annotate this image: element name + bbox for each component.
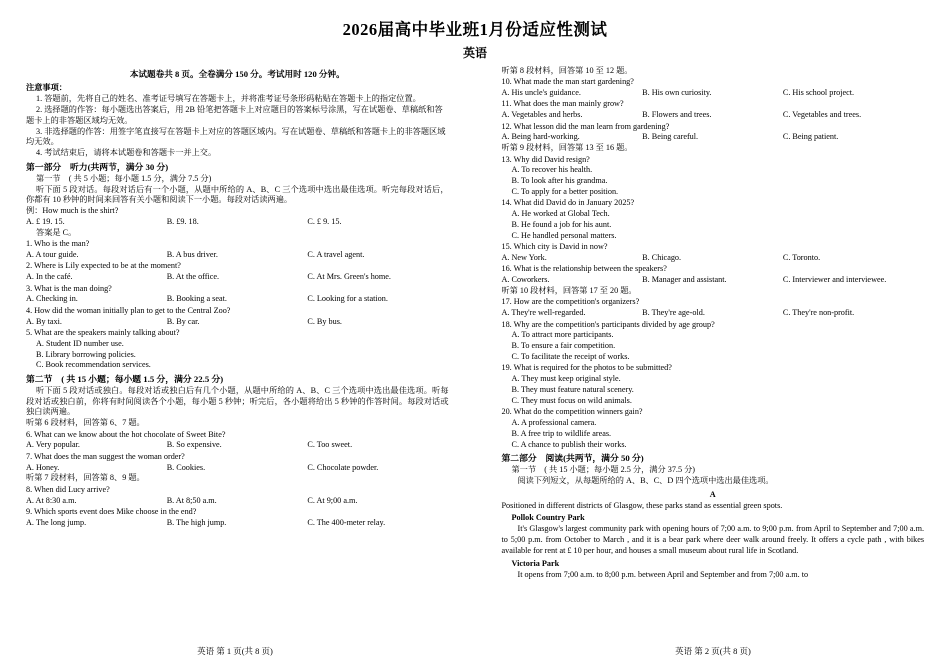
column-left [26,66,449,666]
option-b: B. Flowers and trees. [642,110,712,120]
option-b: B. At the office. [166,272,220,282]
listen-note-13: 听第 9 段材料，回答第 13 至 16 题。 [501,143,633,153]
option-b: B. The high jump. [166,517,227,527]
question-1: 1. Who is the man? [26,239,90,249]
question-16: 16. What is the relationship between the speakers? [501,264,667,274]
question-17: 17. How are the competition's organizers? [501,297,640,307]
option-b: B. They're age-old. [642,308,705,318]
footer-left: 英语 第 1 页(共 8 页) [197,646,273,656]
option-c: C. Too sweet. [307,440,353,450]
notice-item: 3. 非选择题的作答：用签字笔直接写在答题卡上对应的答题区域内。写在试题卷、草稿纸和答题卡上的非答题区域均无效。 [26,126,446,147]
option-c: C. They're non-profit. [782,308,855,318]
question-11-options [501,110,924,121]
option-c: C. His school project. [782,88,855,98]
question-18: 18. Why are the competition's participants divided by age group? [501,319,715,329]
option-c: C. Chocolate powder. [307,462,379,472]
footer-right: 英语 第 2 页(共 8 页) [675,646,751,656]
option-b: B. By car. [166,316,200,326]
option-c: C. At 9;00 a.m. [307,495,358,505]
part1-section2-directions: 听下面 5 段对话或独白。每段对话或独白后有几个小题，从题中所给的 A、B、C 三个选项中选出最佳选项。听每段对话或独白前，你将有时间阅读各个小题，每小题 5 秒钟；听完后，各小题将给出 5 秒钟的作答时间。每段对话或独白读两遍。 [26,385,449,417]
option-c: C. Interviewer and interviewee. [782,275,887,285]
option-b: B. His own curiosity. [642,88,712,98]
example-option-c: C. £ 9. 15. [307,217,342,227]
option-c: C. By bus. [307,316,342,326]
option-a: A. Student ID number use. [36,338,124,348]
listen-note-6: 听第 6 段材料，回答第 6、7 题。 [26,418,145,428]
option-c: C. Book recommendation services. [36,360,151,370]
option-b: B. At 8;50 a.m. [166,495,217,505]
option-a: A. His uncle's guidance. [501,88,581,98]
option-a: A. He worked at Global Tech. [511,209,610,219]
question-7-options [26,463,449,474]
park-name-pollok: Pollok Country Park [511,513,585,523]
question-12-options [501,132,924,143]
question-16-options [501,275,924,286]
option-a: A. In the café. [26,272,73,282]
question-15-options [501,253,924,264]
question-4: 4. How did the woman initially plan to get to the Central Zoo? [26,305,231,315]
park-text-pollok: It's Glasgow's largest community park with opening hours of 7;00 a.m. to 9;00 p.m. from April to September and 7;00 a.m. to 5;00 p.m. from October to March , and it is a bear park where deer walk around freely. It offers a cycle path , with bikes available for rent at £ 10 per hour, and houses a small museum about rural life in Scotland. [501,524,925,555]
exam-info: 本试题卷共 8 页。全卷满分 150 分。考试用时 120 分钟。 [129,69,345,79]
question-10-options [501,88,924,99]
option-c: C. A travel agent. [307,250,365,260]
subject-title: 英语 [462,46,487,60]
option-b: B. Being careful. [642,132,699,142]
option-c: C. To apply for a better position. [511,187,619,197]
example-option-a: A. £ 19. 15. [26,217,65,227]
example-options [26,217,449,228]
example-option-b: B. £9. 18. [166,217,199,227]
option-a: A. Being hard-working. [501,132,580,142]
option-b: B. He found a job for his aunt. [511,220,612,230]
question-17-options [501,308,924,319]
passage-intro: Positioned in different districts of Glasgow, these parks stand as essential green spots. [501,500,783,510]
question-15: 15. Which city is David in now? [501,242,608,252]
option-a: A. The long jump. [26,517,87,527]
question-6: 6. What can we know about the hot chocolate of Sweet Bite? [26,429,226,439]
option-c: C. The 400-meter relay. [307,517,386,527]
part1-section1-directions: 听下面 5 段对话。每段对话后有一个小题，从题中所给的 A、B、C 三个选项中选出最佳选项。听完每段对话后，你都有 10 秒钟的时间来回答有关小题和阅读下一小题。每段对话读两遍。 [26,184,449,205]
option-b: B. Chicago. [642,253,682,263]
option-b: B. A bus driver. [166,250,218,260]
listen-note-10: 听第 8 段材料，回答第 10 至 12 题。 [501,66,633,75]
option-c: C. Being patient. [782,132,839,142]
notice-item: 1. 答题前，先将自己的姓名、准考证号填写在答题卡上，并将准考证号条形码粘贴在答题卡上的指定位置。 [36,94,421,104]
part2-heading: 第二部分 阅读(共两节，满分 50 分) [501,453,644,464]
option-a: A. They must keep original style. [511,374,621,384]
part1-section2-heading: 第二节 ( 共 15 小题；每小题 1.5 分，满分 22.5 分) [26,374,224,385]
passage-letter: A [709,489,716,499]
column-right [501,66,924,666]
two-column-layout [26,66,924,666]
example-answer: 答案是 C。 [36,227,77,237]
question-9-options [26,518,449,529]
listen-note-17: 听第 10 段材料，回答第 17 至 20 题。 [501,286,637,296]
example-label: 例：How much is the shirt? [26,206,119,216]
option-a: A. Honey. [26,462,60,472]
question-20: 20. What do the competition winners gain? [501,407,643,417]
question-4-options [26,317,449,328]
option-b: B. Cookies. [166,462,206,472]
part2-section1-directions: 阅读下列短文，从每题所给的 A、B、C、D 四个选项中选出最佳选项。 [517,475,774,485]
option-c: C. Toronto. [782,253,821,263]
option-c: C. Vegetables and trees. [782,110,862,120]
question-2: 2. Where is Lily expected to be at the moment? [26,261,181,271]
option-a: A. They're well-regarded. [501,308,586,318]
option-a: A. At 8:30 a.m. [26,495,77,505]
option-c: C. He handled personal matters. [511,230,617,240]
question-8-options [26,496,449,507]
question-9: 9. Which sports event does Mike choose in the end? [26,506,197,516]
listen-note-8: 听第 7 段材料，回答第 8、9 题。 [26,473,145,483]
notice-label: 注意事项： [26,83,67,93]
option-a: A. To recover his health. [511,165,593,175]
option-b: B. They must feature natural scenery. [511,385,634,395]
option-b: B. To look after his grandma. [511,176,608,186]
question-8: 8. When did Lucy arrive? [26,484,110,494]
part1-section1-heading: 第一节 ( 共 5 小题；每小题 1.5 分，满分 7.5 分) [36,173,212,183]
option-b: B. A free trip to wildlife areas. [511,428,612,438]
option-a: A. New York. [501,253,547,263]
question-11: 11. What does the man mainly grow? [501,99,624,109]
question-3: 3. What is the man doing? [26,283,112,293]
option-c: C. To facilitate the receipt of works. [511,352,630,362]
question-3-options [26,294,449,305]
notice-item: 2. 选择题的作答：每小题选出答案后，用 2B 铅笔把答题卡上对应题目的答案标号涂黑，写在试题卷、草稿纸和答题卡上的非答题区域均无效。 [26,105,443,125]
option-b: B. To ensure a fair competition. [511,341,616,351]
option-a: A. Coworkers. [501,275,550,285]
park-name-victoria: Victoria Park [511,558,560,568]
page-title: 2026届高中毕业班1月份适应性测试 [342,20,608,39]
option-a: A. A professional camera. [511,418,597,427]
option-b: B. Library borrowing policies. [36,349,136,359]
option-c: C. At Mrs. Green's home. [307,272,391,282]
question-7: 7. What does the man suggest the woman order? [26,451,185,461]
question-6-options [26,440,449,451]
option-c: C. They must focus on wild animals. [511,395,632,405]
question-1-options [26,250,449,261]
part1-heading: 第一部分 听力(共两节，满分 30 分) [26,162,169,173]
park-text-victoria: It opens from 7;00 a.m. to 8;00 p.m. between April and September and from 7;00 a.m. to [517,569,809,579]
option-a: A. Checking in. [26,294,78,304]
option-a: A. Vegetables and herbs. [501,110,583,120]
column-divider [475,66,476,666]
option-b: B. Booking a seat. [166,294,227,304]
question-14: 14. What did David do in January 2025? [501,198,635,208]
option-a: A. Very popular. [26,440,80,450]
option-a: A. By taxi. [26,316,62,326]
question-13: 13. Why did David resign? [501,154,590,164]
notice-item: 4. 考试结束后，请将本试题卷和答题卡一并上交。 [36,148,217,158]
question-10: 10. What made the man start gardening? [501,77,634,87]
option-a: A. A tour guide. [26,250,79,260]
question-2-options [26,272,449,283]
part2-section1-heading: 第一节 ( 共 15 小题；每小题 2.5 分，满分 37.5 分) [511,465,696,475]
question-5: 5. What are the speakers mainly talking about? [26,327,180,337]
option-b: B. Manager and assistant. [642,275,727,285]
question-12: 12. What lesson did the man learn from gardening? [501,121,670,131]
option-c: C. A chance to publish their works. [511,439,627,449]
option-b: B. So expensive. [166,440,222,450]
option-a: A. To attract more participants. [511,330,614,340]
option-c: C. Looking for a station. [307,294,388,304]
question-19: 19. What is required for the photos to be submitted? [501,363,672,373]
